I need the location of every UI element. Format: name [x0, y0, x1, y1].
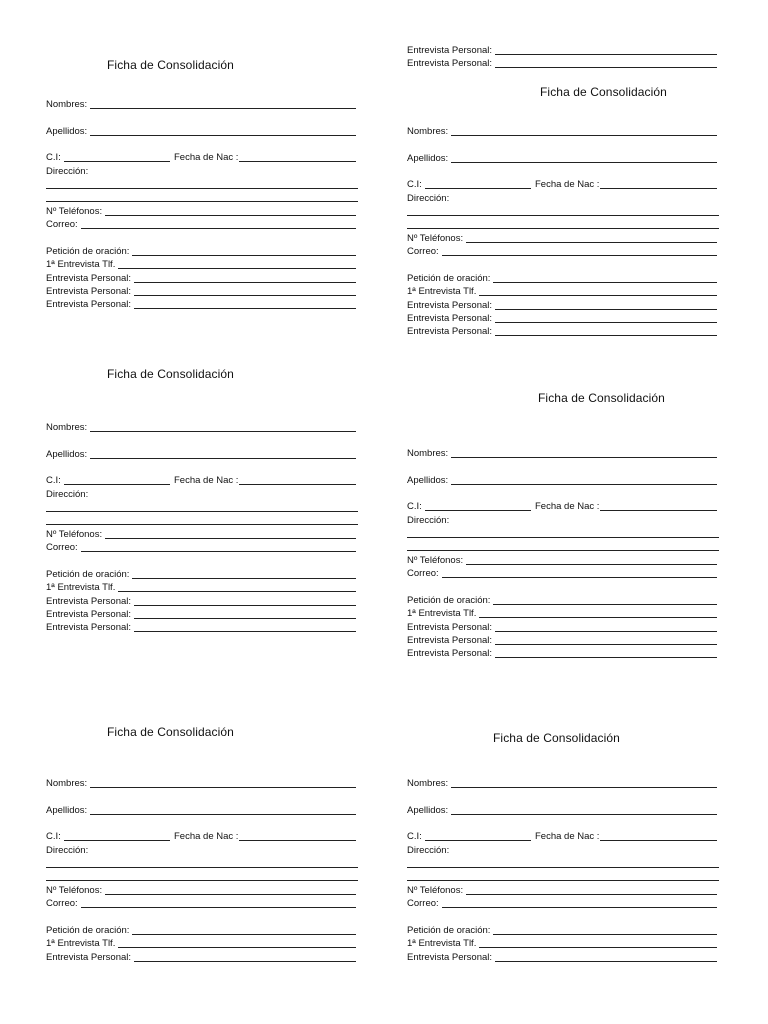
entrevista-personal-label: Entrevista Personal: [407, 621, 493, 633]
form-title: Ficha de Consolidación [493, 731, 620, 745]
entrevista-tlf-label: 1ª Entrevista Tlf. [46, 582, 116, 594]
ci-label: C.I: [46, 152, 61, 164]
correo-row [46, 541, 358, 554]
entrevista-personal-row [407, 312, 719, 325]
telefonos-label: Nº Teléfonos: [46, 884, 103, 896]
entrevista-personal-label: Entrevista Personal: [46, 622, 132, 634]
direccion-label: Dirección: [407, 844, 450, 856]
entrevista-personal-field[interactable] [134, 961, 356, 962]
entrevista-tlf-row [407, 285, 719, 298]
direccion-line[interactable] [407, 215, 719, 216]
apellidos-row [407, 152, 719, 165]
fecha-nac-label: Fecha de Nac : [535, 179, 600, 191]
peticion-field[interactable] [132, 255, 356, 256]
direccion-line[interactable] [46, 880, 358, 881]
nombres-row [46, 421, 358, 434]
telefonos-field[interactable] [105, 538, 356, 539]
correo-field[interactable] [442, 577, 717, 578]
entrevista-personal-row [407, 44, 719, 57]
direccion-label: Dirección: [46, 488, 89, 500]
telefonos-label: Nº Teléfonos: [407, 232, 464, 244]
direccion-row [407, 844, 719, 857]
apellidos-label: Apellidos: [46, 448, 88, 460]
telefonos-field[interactable] [105, 894, 356, 895]
correo-label: Correo: [407, 246, 439, 258]
ci-field[interactable] [425, 188, 531, 189]
direccion-label: Dirección: [407, 514, 450, 526]
entrevista-personal-field[interactable] [134, 282, 356, 283]
peticion-row [46, 245, 358, 258]
entrevista-personal-field[interactable] [495, 961, 717, 962]
ci-label: C.I: [407, 831, 422, 843]
peticion-row [46, 568, 358, 581]
nombres-label: Nombres: [46, 422, 88, 433]
apellidos-field[interactable] [451, 162, 717, 163]
entrevista-personal-field[interactable] [134, 618, 356, 619]
telefonos-row [407, 884, 719, 897]
fecha-nac-label: Fecha de Nac : [174, 475, 239, 487]
direccion-row [46, 488, 358, 501]
direccion-label: Dirección: [46, 844, 89, 856]
entrevista-personal-label: Entrevista Personal: [407, 299, 493, 311]
direccion-line[interactable] [46, 867, 358, 868]
peticion-label: Petición de oración: [46, 568, 130, 580]
apellidos-row [46, 804, 358, 817]
entrevista-personal-field[interactable] [495, 67, 717, 68]
form-title: Ficha de Consolidación [540, 85, 667, 99]
direccion-label: Dirección: [46, 165, 89, 177]
direccion-row [46, 165, 358, 178]
correo-field[interactable] [81, 551, 356, 552]
entrevista-personal-row [407, 634, 719, 647]
form-title: Ficha de Consolidación [107, 58, 234, 72]
nombres-row [46, 777, 358, 790]
fecha-nac-label: Fecha de Nac : [174, 831, 239, 843]
entrevista-tlf-label: 1ª Entrevista Tlf. [407, 938, 477, 950]
ci-label: C.I: [407, 179, 422, 191]
ci-field[interactable] [425, 840, 531, 841]
entrevista-personal-field[interactable] [495, 644, 717, 645]
telefonos-field[interactable] [466, 242, 717, 243]
correo-row [407, 567, 719, 580]
apellidos-row [46, 125, 358, 138]
correo-field[interactable] [81, 228, 356, 229]
correo-row [407, 897, 719, 910]
nombres-label: Nombres: [407, 126, 449, 137]
entrevista-personal-label: Entrevista Personal: [46, 286, 132, 297]
entrevista-personal-row [407, 647, 719, 660]
entrevista-personal-row [407, 951, 719, 964]
peticion-label: Petición de oración: [46, 245, 130, 257]
fecha-nac-label: Fecha de Nac : [174, 152, 239, 164]
entrevista-personal-label: Entrevista Personal: [407, 326, 493, 338]
entrevista-personal-label: Entrevista Personal: [407, 313, 493, 324]
entrevista-personal-row [46, 951, 358, 964]
direccion-line[interactable] [407, 228, 719, 229]
entrevista-personal-row [46, 608, 358, 621]
entrevista-tlf-label: 1ª Entrevista Tlf. [46, 259, 116, 271]
direccion-line[interactable] [407, 880, 719, 881]
entrevista-tlf-field[interactable] [479, 295, 717, 296]
telefonos-field[interactable] [466, 894, 717, 895]
nombres-field[interactable] [451, 457, 717, 458]
telefonos-field[interactable] [466, 564, 717, 565]
correo-label: Correo: [46, 219, 78, 231]
form-title: Ficha de Consolidación [538, 391, 665, 405]
correo-label: Correo: [46, 542, 78, 554]
entrevista-personal-field[interactable] [495, 631, 717, 632]
peticion-field[interactable] [493, 604, 717, 605]
ci-fecha-row [407, 830, 719, 843]
fecha-nac-field[interactable] [600, 188, 717, 189]
apellidos-label: Apellidos: [46, 125, 88, 137]
direccion-row [46, 844, 358, 857]
peticion-field[interactable] [493, 282, 717, 283]
nombres-field[interactable] [90, 787, 356, 788]
correo-field[interactable] [442, 907, 717, 908]
correo-label: Correo: [407, 898, 439, 910]
fecha-nac-field[interactable] [239, 161, 356, 162]
correo-row [407, 245, 719, 258]
entrevista-personal-field[interactable] [495, 54, 717, 55]
peticion-field[interactable] [132, 578, 356, 579]
entrevista-personal-label: Entrevista Personal: [407, 58, 493, 70]
nombres-row [407, 777, 719, 790]
fecha-nac-field[interactable] [600, 510, 717, 511]
direccion-line[interactable] [46, 524, 358, 525]
peticion-label: Petición de oración: [46, 924, 130, 936]
nombres-field[interactable] [90, 431, 356, 432]
apellidos-field[interactable] [90, 458, 356, 459]
direccion-line[interactable] [46, 511, 358, 512]
direccion-row [407, 192, 719, 205]
entrevista-personal-label: Entrevista Personal: [46, 595, 132, 607]
entrevista-personal-label: Entrevista Personal: [46, 272, 132, 284]
peticion-field[interactable] [493, 934, 717, 935]
fecha-nac-label: Fecha de Nac : [535, 501, 600, 513]
apellidos-label: Apellidos: [407, 152, 449, 164]
telefonos-label: Nº Teléfonos: [46, 205, 103, 217]
correo-label: Correo: [46, 898, 78, 910]
fecha-nac-field[interactable] [600, 840, 717, 841]
nombres-label: Nombres: [407, 448, 449, 459]
entrevista-personal-field[interactable] [134, 295, 356, 296]
apellidos-field[interactable] [90, 135, 356, 136]
apellidos-row [46, 448, 358, 461]
ci-label: C.I: [407, 501, 422, 513]
ci-field[interactable] [425, 510, 531, 511]
form-title: Ficha de Consolidación [107, 725, 234, 739]
correo-field[interactable] [442, 255, 717, 256]
entrevista-personal-label: Entrevista Personal: [407, 951, 493, 963]
entrevista-tlf-row [407, 607, 719, 620]
entrevista-personal-row [407, 621, 719, 634]
telefonos-label: Nº Teléfonos: [407, 554, 464, 566]
nombres-row [407, 447, 719, 460]
entrevista-personal-label: Entrevista Personal: [407, 648, 493, 660]
entrevista-personal-field[interactable] [495, 657, 717, 658]
entrevista-personal-field[interactable] [495, 322, 717, 323]
nombres-label: Nombres: [46, 99, 88, 110]
peticion-label: Petición de oración: [407, 594, 491, 606]
entrevista-personal-field[interactable] [134, 631, 356, 632]
entrevista-tlf-label: 1ª Entrevista Tlf. [407, 608, 477, 620]
entrevista-personal-label: Entrevista Personal: [407, 45, 493, 56]
direccion-line[interactable] [407, 550, 719, 551]
entrevista-tlf-row [46, 581, 358, 594]
telefonos-label: Nº Teléfonos: [407, 884, 464, 896]
entrevista-personal-row [46, 272, 358, 285]
apellidos-field[interactable] [451, 484, 717, 485]
telefonos-row [407, 232, 719, 245]
entrevista-tlf-field[interactable] [479, 947, 717, 948]
entrevista-personal-row [46, 285, 358, 298]
entrevista-tlf-field[interactable] [479, 617, 717, 618]
peticion-row [407, 924, 719, 937]
entrevista-personal-field[interactable] [495, 309, 717, 310]
entrevista-personal-row [407, 299, 719, 312]
ci-field[interactable] [64, 840, 170, 841]
ci-field[interactable] [64, 484, 170, 485]
ci-label: C.I: [46, 831, 61, 843]
apellidos-label: Apellidos: [46, 804, 88, 816]
peticion-row [46, 924, 358, 937]
entrevista-personal-label: Entrevista Personal: [46, 299, 132, 311]
apellidos-field[interactable] [451, 814, 717, 815]
entrevista-tlf-label: 1ª Entrevista Tlf. [407, 286, 477, 298]
entrevista-tlf-row [46, 937, 358, 950]
entrevista-personal-row [407, 57, 719, 70]
correo-row [46, 218, 358, 231]
correo-field[interactable] [81, 907, 356, 908]
apellidos-label: Apellidos: [407, 804, 449, 816]
form-title: Ficha de Consolidación [107, 367, 234, 381]
ci-fecha-row [407, 500, 719, 513]
entrevista-tlf-field[interactable] [118, 591, 356, 592]
direccion-line[interactable] [46, 188, 358, 189]
ci-fecha-row [46, 151, 358, 164]
direccion-row [407, 514, 719, 527]
nombres-label: Nombres: [46, 778, 88, 789]
direccion-line[interactable] [407, 537, 719, 538]
entrevista-personal-field[interactable] [134, 308, 356, 309]
entrevista-personal-row [407, 325, 719, 338]
telefonos-row [46, 205, 358, 218]
entrevista-tlf-field[interactable] [118, 947, 356, 948]
nombres-field[interactable] [451, 135, 717, 136]
entrevista-personal-field[interactable] [495, 335, 717, 336]
ci-fecha-row [407, 178, 719, 191]
entrevista-personal-label: Entrevista Personal: [46, 609, 132, 620]
apellidos-row [407, 474, 719, 487]
entrevista-personal-row [46, 621, 358, 634]
direccion-line[interactable] [46, 201, 358, 202]
nombres-label: Nombres: [407, 778, 449, 789]
ci-label: C.I: [46, 475, 61, 487]
telefonos-row [407, 554, 719, 567]
apellidos-label: Apellidos: [407, 474, 449, 486]
peticion-row [407, 272, 719, 285]
direccion-label: Dirección: [407, 192, 450, 204]
fecha-nac-field[interactable] [239, 484, 356, 485]
peticion-label: Petición de oración: [407, 924, 491, 936]
correo-label: Correo: [407, 568, 439, 580]
telefonos-row [46, 884, 358, 897]
peticion-field[interactable] [132, 934, 356, 935]
apellidos-field[interactable] [90, 814, 356, 815]
ci-fecha-row [46, 830, 358, 843]
correo-row [46, 897, 358, 910]
entrevista-personal-field[interactable] [134, 605, 356, 606]
telefonos-row [46, 528, 358, 541]
fecha-nac-label: Fecha de Nac : [535, 831, 600, 843]
nombres-row [46, 98, 358, 111]
fecha-nac-field[interactable] [239, 840, 356, 841]
entrevista-tlf-row [46, 258, 358, 271]
entrevista-personal-label: Entrevista Personal: [46, 951, 132, 963]
telefonos-label: Nº Teléfonos: [46, 528, 103, 540]
direccion-line[interactable] [407, 867, 719, 868]
entrevista-tlf-field[interactable] [118, 268, 356, 269]
apellidos-row [407, 804, 719, 817]
nombres-field[interactable] [451, 787, 717, 788]
telefonos-field[interactable] [105, 215, 356, 216]
entrevista-tlf-label: 1ª Entrevista Tlf. [46, 938, 116, 950]
nombres-field[interactable] [90, 108, 356, 109]
ci-field[interactable] [64, 161, 170, 162]
peticion-label: Petición de oración: [407, 272, 491, 284]
ci-fecha-row [46, 474, 358, 487]
peticion-row [407, 594, 719, 607]
entrevista-tlf-row [407, 937, 719, 950]
entrevista-personal-row [46, 298, 358, 311]
entrevista-personal-label: Entrevista Personal: [407, 635, 493, 646]
nombres-row [407, 125, 719, 138]
entrevista-personal-row [46, 595, 358, 608]
